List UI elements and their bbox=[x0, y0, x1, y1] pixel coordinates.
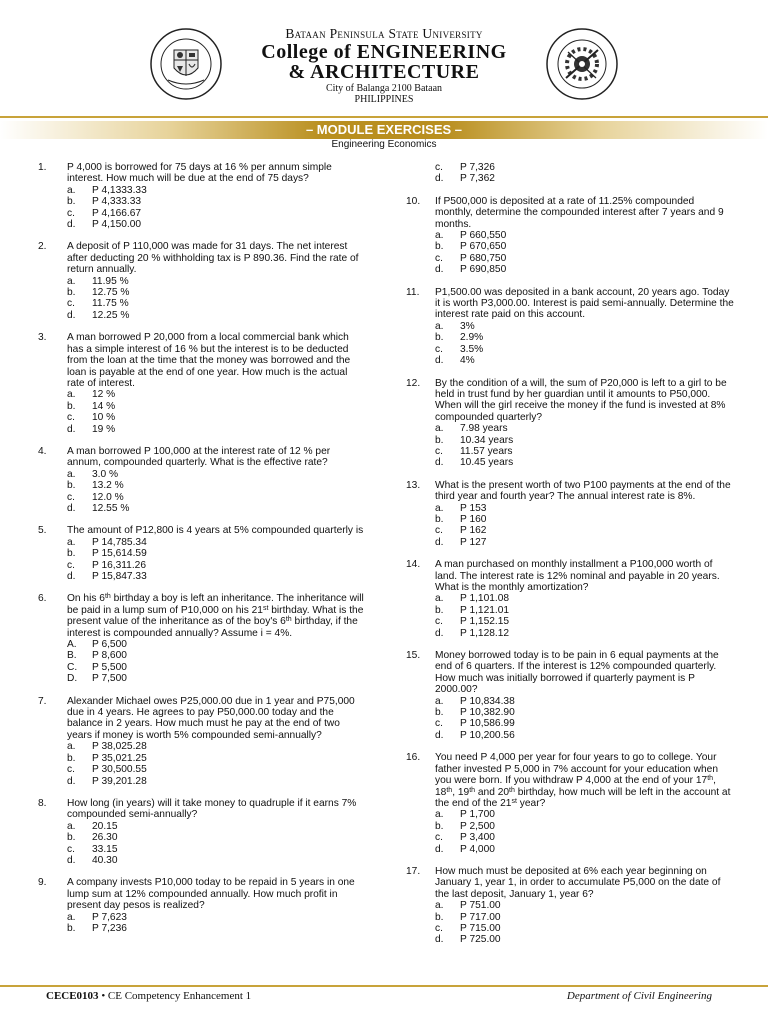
question-number: 3. bbox=[38, 332, 47, 344]
question-number: 8. bbox=[38, 797, 47, 809]
question-number: 7. bbox=[38, 695, 47, 707]
choice-letter: d. bbox=[67, 775, 76, 787]
choice-text: 3.0 % bbox=[92, 468, 119, 480]
answer-choice bbox=[435, 321, 734, 332]
question-item bbox=[38, 696, 366, 787]
question-text: If P500,000 is deposited at a rate of 11.25% compounded monthly, determine the compounded interest after 7 years and 9 months. bbox=[435, 195, 724, 230]
course-name: • CE Competency Enhancement 1 bbox=[98, 990, 252, 1002]
answer-choice bbox=[435, 628, 734, 639]
choice-text: P 6,500 bbox=[92, 639, 127, 651]
ordinal-suffix: st bbox=[262, 604, 269, 612]
choice-letter: a. bbox=[67, 820, 76, 832]
choice-text: P 10,200.56 bbox=[460, 729, 515, 741]
choice-letter: d. bbox=[435, 729, 444, 741]
choice-letter: c. bbox=[435, 525, 443, 537]
choice-text: P 751.00 bbox=[460, 900, 501, 912]
choice-text: 4% bbox=[460, 355, 475, 367]
college-name-line2: & ARCHITECTURE bbox=[288, 61, 480, 83]
choice-text: 33.15 bbox=[92, 843, 118, 855]
choice-text: 12.0 % bbox=[92, 491, 124, 503]
question-number: 1. bbox=[38, 162, 47, 173]
choice-text: P 4,000 bbox=[460, 843, 495, 855]
choice-text: P 715.00 bbox=[460, 922, 501, 934]
ordinal-suffix: th bbox=[509, 786, 515, 794]
choice-letter: a. bbox=[67, 184, 76, 196]
question-number: 2. bbox=[38, 241, 47, 253]
choice-letter: a. bbox=[435, 230, 444, 242]
question-item bbox=[38, 593, 366, 684]
choice-text: P 1,121.01 bbox=[460, 604, 510, 616]
answer-choice bbox=[435, 435, 734, 446]
choice-letter: a. bbox=[67, 275, 76, 287]
choice-letter: b. bbox=[67, 196, 76, 208]
choice-letter: A. bbox=[67, 639, 77, 651]
question-item bbox=[406, 196, 734, 276]
choice-text: P 1,101.08 bbox=[460, 593, 510, 605]
answer-choice bbox=[67, 219, 366, 230]
question-number: 15. bbox=[406, 650, 421, 662]
answer-choice bbox=[67, 650, 366, 661]
choice-letter: c. bbox=[435, 832, 443, 844]
choice-text: P 725.00 bbox=[460, 934, 501, 946]
answer-choice bbox=[67, 844, 366, 855]
choice-letter: c. bbox=[435, 922, 443, 934]
choice-letter: a. bbox=[435, 900, 444, 912]
choice-text: P 7,500 bbox=[92, 673, 127, 685]
country-name: PHILIPPINES bbox=[354, 94, 414, 105]
question-item bbox=[406, 650, 734, 741]
choice-letter: d. bbox=[67, 219, 76, 231]
answer-choice bbox=[67, 389, 366, 400]
question-number: 6. bbox=[38, 593, 47, 605]
answer-choice bbox=[67, 753, 366, 764]
choice-text: P 35,021.25 bbox=[92, 752, 147, 764]
choice-text: P 15,614.59 bbox=[92, 548, 147, 560]
answer-choice bbox=[67, 923, 366, 934]
answer-choice bbox=[435, 912, 734, 923]
question-number: 12. bbox=[406, 377, 421, 389]
choice-letter: b. bbox=[67, 400, 76, 412]
question-number: 13. bbox=[406, 479, 421, 491]
choice-text: 19 % bbox=[92, 423, 116, 435]
choice-text: P 660,550 bbox=[460, 230, 507, 242]
choice-letter: b. bbox=[67, 922, 76, 934]
choice-letter: d. bbox=[435, 934, 444, 946]
answer-choice bbox=[435, 844, 734, 855]
question-text: A company invests P10,000 today to be repaid in 5 years in one lump sum at 12% compounded annually. How much profit in present day pesos is realized? bbox=[67, 877, 355, 912]
banner-title: – MODULE EXERCISES – bbox=[305, 122, 463, 137]
question-number: 10. bbox=[406, 195, 421, 207]
choice-letter: b. bbox=[435, 707, 444, 719]
answer-choice bbox=[435, 718, 734, 729]
question-text: A man purchased on monthly installment a P100,000 worth of land. The interest rate is 12% nominal and payable in 20 years. What is the monthly amortization? bbox=[435, 559, 720, 593]
question-number: 11. bbox=[406, 286, 420, 298]
answer-choice bbox=[67, 639, 366, 650]
header-text-block bbox=[210, 26, 558, 105]
choice-text: P 14,785.34 bbox=[92, 536, 147, 548]
answer-choice bbox=[435, 707, 734, 718]
choice-letter: b. bbox=[67, 832, 76, 844]
choice-letter: b. bbox=[67, 480, 76, 492]
answer-choice bbox=[67, 276, 366, 287]
answer-choice bbox=[435, 593, 734, 604]
choice-text: P 670,650 bbox=[460, 241, 507, 253]
choice-text: P 10,834.38 bbox=[460, 695, 515, 707]
choice-letter: b. bbox=[67, 752, 76, 764]
footer-course bbox=[46, 990, 251, 1002]
question-text: The amount of P12,800 is 4 years at 5% compounded quarterly is bbox=[67, 525, 364, 537]
answer-choice bbox=[435, 264, 734, 275]
choice-text: P 15,847.33 bbox=[92, 571, 147, 582]
choice-letter: c. bbox=[67, 298, 75, 310]
choice-letter: c. bbox=[67, 843, 75, 855]
question-item bbox=[38, 525, 366, 582]
answer-choice bbox=[67, 776, 366, 787]
choice-letter: a. bbox=[435, 695, 444, 707]
answer-choice bbox=[67, 401, 366, 412]
question-number: 17. bbox=[406, 865, 421, 877]
choice-letter: c. bbox=[435, 445, 443, 457]
choice-letter: D. bbox=[67, 673, 78, 685]
answer-choice bbox=[435, 696, 734, 707]
footer-divider bbox=[0, 985, 768, 987]
choice-letter: d. bbox=[67, 423, 76, 435]
choice-text: P 153 bbox=[460, 502, 487, 514]
ordinal-suffix: th bbox=[104, 593, 111, 601]
answer-choice bbox=[67, 662, 366, 673]
choice-letter: d. bbox=[435, 264, 444, 276]
answer-choice bbox=[435, 230, 734, 241]
question-item bbox=[406, 287, 734, 367]
choice-text: 12.55 % bbox=[92, 502, 130, 514]
ordinal-suffix: th bbox=[446, 786, 453, 794]
question-text: By the condition of a will, the sum of P20,000 is left to a girl to be held in trust fund by her guardian until it amounts to P50,000. When will the girl receive the money if the fund is invested at 8% compounded quarterly? bbox=[435, 377, 727, 423]
question-text: How much must be deposited at 6% each year beginning on January 1, year 1, in order to accumulate P5,000 on the date of the last deposit, January 1, year 6? bbox=[435, 865, 721, 900]
question-number: 14. bbox=[406, 559, 421, 571]
answer-choice bbox=[435, 241, 734, 252]
answer-choice bbox=[435, 934, 734, 945]
choice-text: P 4,166.67 bbox=[92, 207, 142, 219]
choice-text: 14 % bbox=[92, 400, 116, 412]
choice-letter: c. bbox=[67, 764, 75, 776]
choice-letter: c. bbox=[67, 491, 75, 503]
choice-text: 3% bbox=[460, 320, 475, 332]
answer-choice bbox=[67, 208, 366, 219]
choice-letter: c. bbox=[435, 718, 443, 730]
answer-choice bbox=[435, 344, 734, 355]
choice-letter: c. bbox=[435, 162, 443, 173]
answer-choice bbox=[67, 310, 366, 321]
answer-choice bbox=[435, 537, 734, 548]
answer-choice bbox=[435, 173, 734, 184]
answer-choice bbox=[435, 457, 734, 468]
answer-choice bbox=[435, 446, 734, 457]
answer-choice bbox=[67, 492, 366, 503]
choice-text: P 4,333.33 bbox=[92, 196, 142, 208]
choice-text: 40.30 bbox=[92, 854, 118, 866]
choice-letter: c. bbox=[67, 559, 75, 571]
question-item bbox=[406, 752, 734, 855]
choice-letter: a. bbox=[435, 320, 444, 332]
question-text: You need P 4,000 per year for four years to go to college. Your father invested P 5,000 in 7% account for your education when you were born. If you withdraw P 4,000 at the end of your 17th, 18th, 19th and 20th birthday, how much will be left in the account at the end of the 21st year? bbox=[435, 752, 731, 809]
question-number: 5. bbox=[38, 525, 47, 537]
choice-letter: b. bbox=[435, 820, 444, 832]
choice-text: 11.95 % bbox=[92, 275, 129, 287]
choice-text: P 8,600 bbox=[92, 650, 127, 662]
choice-letter: a. bbox=[435, 502, 444, 514]
question-item bbox=[38, 241, 366, 321]
choice-text: P 7,623 bbox=[92, 911, 127, 923]
choice-letter: d. bbox=[435, 355, 444, 367]
answer-choice bbox=[67, 503, 366, 514]
choice-letter: b. bbox=[435, 513, 444, 525]
choice-text: P 7,326 bbox=[460, 162, 495, 173]
choice-text: P 1,152.15 bbox=[460, 616, 510, 628]
choice-text: P 1,128.12 bbox=[460, 627, 510, 639]
question-item bbox=[38, 446, 366, 514]
answer-choice bbox=[67, 741, 366, 752]
ordinal-suffix: th bbox=[707, 775, 714, 783]
ordinal-suffix: th bbox=[469, 786, 476, 794]
question-text: On his 6th birthday a boy is left an inheritance. The inheritance will be paid in a lump sum of P10,000 on his 21st birthday. What is the present value of the inheritance as of the boy's 6th birthday, if the interest is compounded annually? Assume i = 4%. bbox=[67, 593, 364, 639]
choice-text: P 38,025.28 bbox=[92, 741, 147, 753]
subject-title: Engineering Economics bbox=[331, 139, 437, 150]
choice-text: P 162 bbox=[460, 525, 487, 537]
answer-choice bbox=[435, 332, 734, 343]
choice-text: 3.5% bbox=[460, 343, 484, 355]
answer-choice bbox=[67, 912, 366, 923]
choice-letter: a. bbox=[67, 741, 76, 753]
choice-letter: d. bbox=[435, 536, 444, 548]
choice-letter: c. bbox=[67, 412, 75, 424]
answer-choice bbox=[435, 355, 734, 366]
answer-choice bbox=[67, 185, 366, 196]
choice-letter: d. bbox=[67, 571, 76, 582]
question-text: Alexander Michael owes P25,000.00 due in 1 year and P75,000 due in 4 years. He agrees to pay P50,000.00 today and the balance in 2 years. How much must he pay at the end of two years if money is worth 5% compounded semi-annually? bbox=[67, 695, 355, 741]
header-divider bbox=[0, 116, 768, 118]
page-header bbox=[0, 0, 768, 118]
choice-text: 7.98 years bbox=[460, 423, 508, 435]
answer-choice bbox=[435, 253, 734, 264]
choice-text: P 127 bbox=[460, 536, 487, 548]
choice-letter: a. bbox=[435, 809, 444, 821]
choice-text: P 3,400 bbox=[460, 832, 495, 844]
answer-choice bbox=[435, 514, 734, 525]
city-address: City of Balanga 2100 Bataan bbox=[325, 83, 443, 94]
question-item bbox=[406, 378, 734, 469]
answer-choice bbox=[67, 571, 366, 582]
choice-text: 12.75 % bbox=[92, 287, 130, 299]
choice-text: P 690,850 bbox=[460, 264, 507, 276]
choice-text: 12 % bbox=[92, 389, 116, 401]
college-name-line1: College of ENGINEERING bbox=[261, 41, 507, 63]
question-number: 9. bbox=[38, 877, 47, 889]
choice-letter: c. bbox=[435, 616, 443, 628]
choice-letter: d. bbox=[435, 627, 444, 639]
choice-letter: b. bbox=[435, 332, 444, 344]
choice-letter: b. bbox=[435, 604, 444, 616]
answer-choice bbox=[435, 162, 734, 173]
choice-letter: d. bbox=[435, 843, 444, 855]
choice-letter: d. bbox=[67, 854, 76, 866]
question-item bbox=[38, 162, 366, 230]
choice-text: 2.9% bbox=[460, 332, 484, 344]
ordinal-suffix: th bbox=[285, 616, 292, 624]
choice-letter: b. bbox=[67, 548, 76, 560]
question-text: P1,500.00 was deposited in a bank account, 20 years ago. Today it is worth P3,000.00. Interest is paid semi-annually. Determine the interest rate paid on this account. bbox=[435, 286, 734, 321]
answer-choice bbox=[67, 287, 366, 298]
answer-choice bbox=[435, 503, 734, 514]
choice-letter: C. bbox=[67, 661, 78, 673]
answer-choice bbox=[67, 821, 366, 832]
question-text: A deposit of P 110,000 was made for 31 days. The net interest after deducting 20 % withholding tax is P 890.36. Find the rate of return annually. bbox=[67, 241, 359, 276]
choice-text: 20.15 bbox=[92, 820, 118, 832]
question-text: How long (in years) will it take money to quadruple if it earns 7% compounded semi-annually? bbox=[67, 797, 357, 821]
answer-choice bbox=[435, 809, 734, 820]
choice-letter: B. bbox=[67, 650, 77, 662]
choice-letter: c. bbox=[67, 207, 75, 219]
answer-choice bbox=[67, 832, 366, 843]
choice-text: P 7,236 bbox=[92, 922, 127, 934]
ordinal-suffix: st bbox=[511, 797, 517, 805]
answer-choice bbox=[67, 412, 366, 423]
choice-letter: d. bbox=[435, 173, 444, 185]
answer-choice bbox=[67, 548, 366, 559]
choice-letter: a. bbox=[67, 468, 76, 480]
choice-text: 11.75 % bbox=[92, 298, 129, 310]
choice-letter: d. bbox=[67, 502, 76, 514]
answer-choice bbox=[67, 469, 366, 480]
choice-letter: d. bbox=[435, 457, 444, 469]
choice-letter: b. bbox=[67, 287, 76, 299]
question-item bbox=[38, 798, 366, 866]
choice-text: 26.30 bbox=[92, 832, 118, 844]
left-question-column bbox=[38, 162, 366, 945]
choice-letter: a. bbox=[435, 423, 444, 435]
answer-choice bbox=[67, 560, 366, 571]
answer-choice bbox=[435, 923, 734, 934]
right-question-column bbox=[406, 162, 734, 957]
choice-letter: a. bbox=[67, 911, 76, 923]
question-item bbox=[38, 332, 366, 435]
answer-choice bbox=[435, 821, 734, 832]
question-item bbox=[38, 877, 366, 934]
choice-letter: b. bbox=[435, 434, 444, 446]
question-text: A man borrowed P 20,000 from a local commercial bank which has a simple interest of 16 % but the interest is to be deducted from the loan at the time that the money was borrowed and the loan is payable at the end of one year. How much is the actual rate of interest. bbox=[67, 332, 351, 389]
choice-text: P 7,362 bbox=[460, 173, 495, 185]
choice-text: P 16,311.26 bbox=[92, 559, 147, 571]
choice-text: P 1,700 bbox=[460, 809, 495, 821]
footer-department: Department of Civil Engineering bbox=[566, 990, 712, 1002]
answer-choice bbox=[435, 525, 734, 536]
choice-text: 13.2 % bbox=[92, 480, 124, 492]
choice-letter: a. bbox=[67, 536, 76, 548]
answer-choice bbox=[435, 900, 734, 911]
answer-choice bbox=[435, 423, 734, 434]
answer-choice bbox=[67, 424, 366, 435]
choice-text: P 160 bbox=[460, 513, 487, 525]
question-number: 16. bbox=[406, 752, 421, 764]
choice-text: 12.25 % bbox=[92, 309, 130, 321]
answer-choice bbox=[67, 480, 366, 491]
answer-choice bbox=[67, 196, 366, 207]
answer-choice bbox=[67, 855, 366, 866]
question-text: P 4,000 is borrowed for 75 days at 16 % per annum simple interest. How much will be due at the end of 75 days? bbox=[67, 162, 332, 185]
question-text: Money borrowed today is to be pain in 6 equal payments at the end of 6 quarters. If the interest is 12% compounded quarterly. How much was initially borrowed if quarterly payment is P 2000.00? bbox=[435, 650, 719, 696]
choice-text: P 5,500 bbox=[92, 661, 127, 673]
answer-choice bbox=[67, 298, 366, 309]
continued-choices bbox=[406, 162, 734, 185]
choice-letter: b. bbox=[435, 241, 444, 253]
choice-text: P 680,750 bbox=[460, 252, 507, 264]
choice-letter: a. bbox=[67, 389, 76, 401]
answer-choice bbox=[67, 764, 366, 775]
question-item bbox=[406, 866, 734, 946]
course-code: CECE0103 bbox=[46, 990, 99, 1002]
choice-letter: b. bbox=[435, 911, 444, 923]
choice-text: P 39,201.28 bbox=[92, 775, 147, 787]
choice-letter: c. bbox=[435, 252, 443, 264]
choice-letter: d. bbox=[67, 309, 76, 321]
choice-text: P 4,1333.33 bbox=[92, 184, 147, 196]
choice-letter: c. bbox=[435, 343, 443, 355]
answer-choice bbox=[67, 673, 366, 684]
choice-text: 10.45 years bbox=[460, 457, 514, 469]
answer-choice bbox=[67, 537, 366, 548]
answer-choice bbox=[435, 605, 734, 616]
choice-text: P 30,500.55 bbox=[92, 764, 147, 776]
choice-text: P 717.00 bbox=[460, 911, 501, 923]
question-item bbox=[406, 559, 734, 639]
choice-text: P 10,586.99 bbox=[460, 718, 515, 730]
university-name: Bataan Peninsula State University bbox=[285, 26, 483, 41]
question-item bbox=[406, 480, 734, 548]
choice-text: 10.34 years bbox=[460, 434, 514, 446]
answer-choice bbox=[435, 730, 734, 741]
question-number: 4. bbox=[38, 445, 47, 457]
choice-text: 11.57 years bbox=[460, 445, 513, 457]
answer-choice bbox=[435, 616, 734, 627]
choice-text: P 4,150.00 bbox=[92, 219, 142, 231]
answer-choice bbox=[435, 832, 734, 843]
choice-letter: a. bbox=[435, 593, 444, 605]
choice-text: 10 % bbox=[92, 412, 116, 424]
choice-text: P 2,500 bbox=[460, 820, 495, 832]
question-text: What is the present worth of two P100 payments at the end of the third year and fourth year? The annual interest rate is 8%. bbox=[435, 479, 731, 503]
choice-text: P 10,382.90 bbox=[460, 707, 515, 719]
question-text: A man borrowed P 100,000 at the interest rate of 12 % per annum, compounded quarterly. What is the effective rate? bbox=[67, 445, 331, 469]
